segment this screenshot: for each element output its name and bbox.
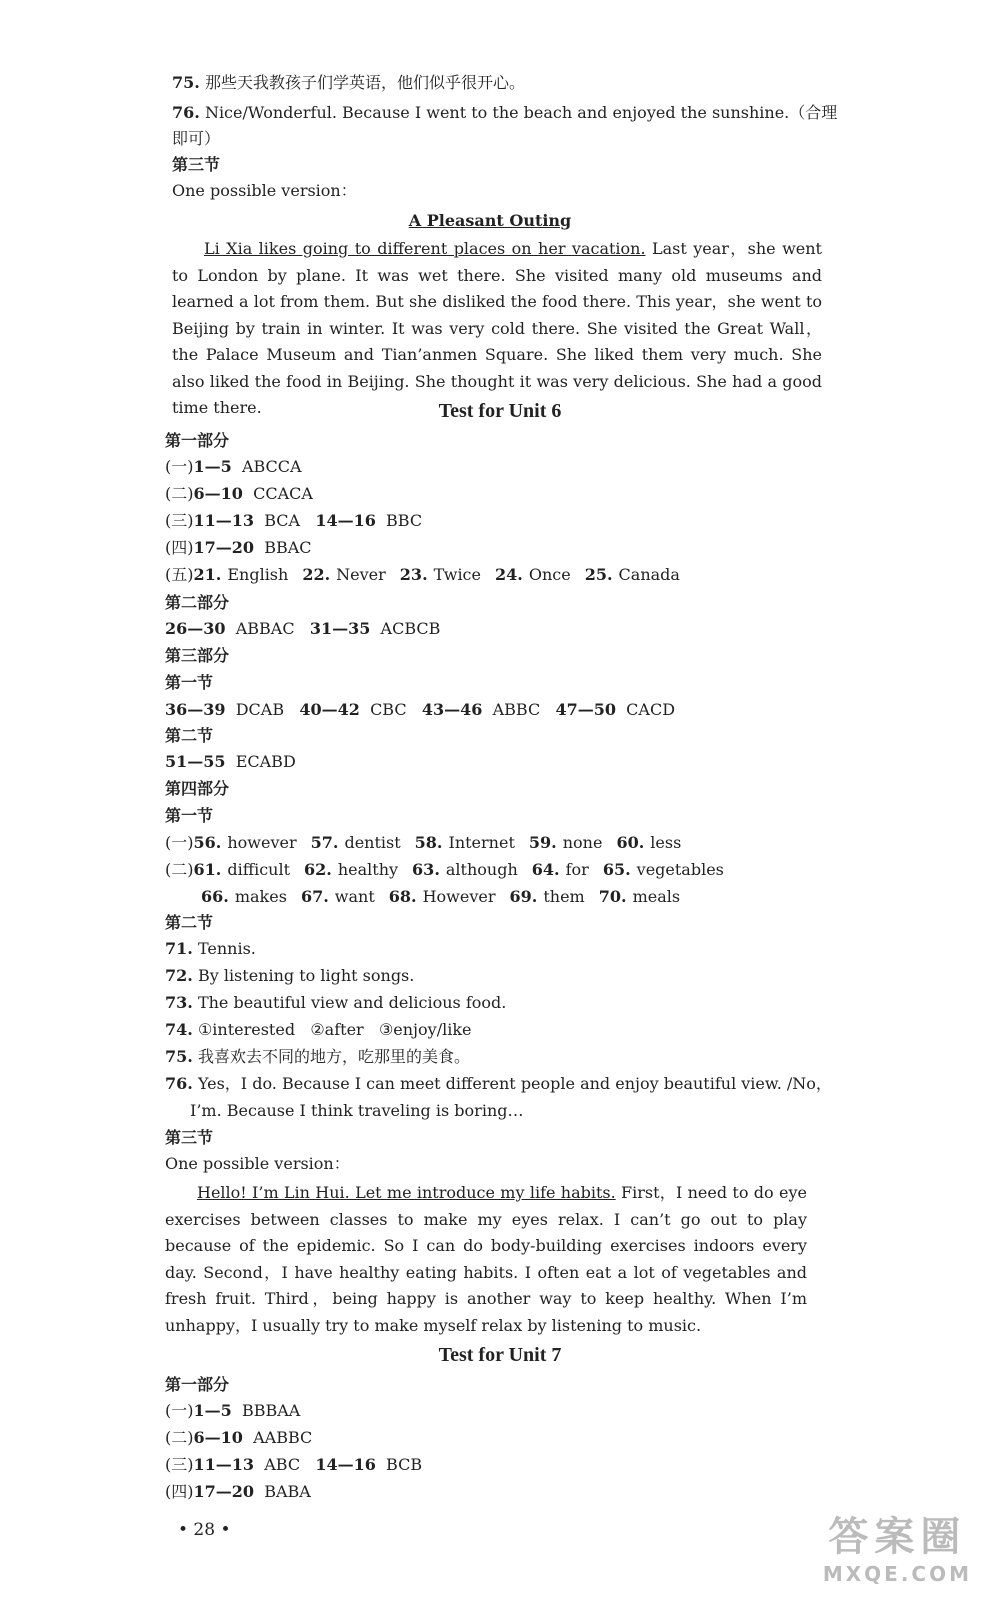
answer-row <box>165 1425 312 1451</box>
item-answer: although <box>445 860 518 879</box>
unit6-title: Test for Unit 6 <box>438 400 562 422</box>
essay-topic-sentence: Hello! I’m Lin Hui. Let me introduce my life habits. <box>197 1183 616 1202</box>
section-heading: 第三节 <box>172 155 221 174</box>
q76-line-cont: I’m. Because I think traveling is boring… <box>190 1101 524 1120</box>
row-prefix: (二) <box>165 1428 194 1447</box>
unit6-part4-heading: 第四部分 <box>165 779 230 798</box>
item-number: 57. <box>310 833 339 852</box>
section-heading: 第二节 <box>165 726 214 745</box>
page-number: • 28 • <box>178 1520 231 1540</box>
answer-row <box>165 616 440 642</box>
unit6-part1-heading: 第一部分 <box>165 431 230 450</box>
q76-number: 76. <box>172 103 200 122</box>
item-range: 14—16 <box>315 1455 376 1474</box>
section-heading: 第一节 <box>165 673 214 692</box>
item-number: 23. <box>399 565 428 584</box>
answer-row <box>165 857 738 883</box>
q76-text-cont: 即可） <box>172 129 221 148</box>
item-range: 47—50 <box>555 700 616 719</box>
q71-line <box>165 936 256 962</box>
row-prefix: (四) <box>165 1482 194 1501</box>
item-answer: Yes，I do. Because I can meet different people and enjoy beautiful view. /No， <box>197 1074 832 1093</box>
item-number: 60. <box>616 833 645 852</box>
item-number: 25. <box>584 565 613 584</box>
answers: ECABD <box>235 752 296 771</box>
item-range: 26—30 <box>165 619 226 638</box>
answers: CACD <box>626 700 676 719</box>
answer-row <box>165 535 312 561</box>
essay-paragraph <box>172 236 822 422</box>
item-range: 40—42 <box>299 700 360 719</box>
item-answer: The beautiful view and delicious food. <box>197 993 507 1012</box>
answers: BABA <box>264 1482 311 1501</box>
answers: BCA <box>264 511 301 530</box>
answer-row <box>165 749 296 775</box>
item-answer: English <box>227 565 289 584</box>
item-range: 31—35 <box>309 619 371 638</box>
item-answer: However <box>422 887 496 906</box>
item-answer: Internet <box>448 833 515 852</box>
item-range: 36—39 <box>165 700 226 719</box>
q76-line-unit6 <box>165 1071 832 1097</box>
q76-line <box>172 100 837 126</box>
row-prefix: (五) <box>165 565 194 584</box>
item-number: 64. <box>531 860 560 879</box>
essay-title: A Pleasant Outing <box>408 211 572 230</box>
item-answer: them <box>543 887 585 906</box>
item-number: 58. <box>414 833 443 852</box>
item-answer: 我喜欢去不同的地方，吃那里的美食。 <box>197 1047 470 1066</box>
item-number: 76. <box>165 1074 193 1093</box>
item-answer: for <box>565 860 589 879</box>
item-number: 74. <box>165 1020 193 1039</box>
item-number: 71. <box>165 939 193 958</box>
item-answer: difficult <box>227 860 290 879</box>
item-answer: Once <box>528 565 571 584</box>
item-number: 65. <box>602 860 631 879</box>
row-prefix: (三) <box>165 1455 194 1474</box>
q75-text: 那些天我教孩子们学英语，他们似乎很开心。 <box>204 73 525 92</box>
section-heading: 第一节 <box>165 806 214 825</box>
watermark-logo <box>823 1505 972 1586</box>
watermark-url: MXQE.COM <box>822 1562 972 1586</box>
answers: CBC <box>370 700 407 719</box>
item-range: 6—10 <box>193 484 243 503</box>
item-answer: none <box>562 833 603 852</box>
answer-row <box>165 830 695 856</box>
item-answer: ①interested ②after ③enjoy/like <box>197 1020 472 1039</box>
essay-topic-sentence: Li Xia likes going to different places on her vacation. <box>204 239 646 258</box>
item-answer: Tennis. <box>197 939 256 958</box>
item-number: 59. <box>528 833 557 852</box>
item-number: 21. <box>193 565 222 584</box>
row-prefix: (二) <box>165 484 194 503</box>
item-range: 14—16 <box>315 511 376 530</box>
answers: AABBC <box>253 1428 313 1447</box>
item-number: 72. <box>165 966 193 985</box>
item-answer: dentist <box>344 833 401 852</box>
answers: ABC <box>264 1455 301 1474</box>
answers: DCAB <box>235 700 285 719</box>
item-answer: By listening to light songs. <box>197 966 415 985</box>
item-number: 68. <box>388 887 417 906</box>
answer-row <box>165 508 422 534</box>
answer-row <box>165 454 302 480</box>
q75-line-unit6 <box>165 1044 470 1070</box>
item-number: 75. <box>165 1047 193 1066</box>
answer-row <box>165 1452 422 1478</box>
section-heading: 第二节 <box>165 913 214 932</box>
item-number: 67. <box>300 887 329 906</box>
answers: CCACA <box>253 484 313 503</box>
section-heading: 第三节 <box>165 1128 214 1147</box>
q74-line <box>165 1017 471 1043</box>
item-answer: makes <box>234 887 287 906</box>
q76-text: Nice/Wonderful. Because I went to the beach and enjoyed the sunshine.（合理 <box>204 103 838 122</box>
unit6-part3-heading: 第三部分 <box>165 646 230 665</box>
row-prefix: (一) <box>165 457 194 476</box>
watermark-text: 答案圈 <box>828 1514 967 1560</box>
answer-row <box>201 884 694 910</box>
row-prefix: (四) <box>165 538 194 557</box>
row-prefix: (二) <box>165 860 194 879</box>
item-number: 22. <box>302 565 331 584</box>
item-answer: Never <box>336 565 386 584</box>
row-prefix: (一) <box>165 833 194 852</box>
answer-row <box>165 1479 311 1505</box>
answer-row <box>165 1398 300 1424</box>
item-range: 6—10 <box>193 1428 243 1447</box>
possible-version-label: One possible version： <box>172 181 357 200</box>
answer-row <box>165 481 313 507</box>
item-range: 11—13 <box>193 1455 255 1474</box>
answers: BBC <box>386 511 423 530</box>
item-answer: want <box>334 887 375 906</box>
answers: BBAC <box>264 538 312 557</box>
item-range: 17—20 <box>193 1482 255 1501</box>
answers: ABCCA <box>241 457 302 476</box>
item-range: 43—46 <box>421 700 483 719</box>
answer-row <box>165 562 694 588</box>
item-answer: Twice <box>433 565 481 584</box>
item-number: 63. <box>412 860 440 879</box>
item-number: 61. <box>193 860 222 879</box>
answers: ABBAC <box>235 619 295 638</box>
answers: BBBAA <box>241 1401 301 1420</box>
item-number: 62. <box>304 860 332 879</box>
item-answer: Canada <box>618 565 680 584</box>
item-number: 69. <box>509 887 538 906</box>
q72-line <box>165 963 414 989</box>
essay-paragraph <box>165 1180 807 1339</box>
answers: ACBCB <box>380 619 441 638</box>
item-number: 70. <box>598 887 627 906</box>
row-prefix: (三) <box>165 511 194 530</box>
unit6-part2-heading: 第二部分 <box>165 593 230 612</box>
essay-body: First，I need to do eye exercises between classes to make my eyes relax. I can’t go out to play because of the epidemic. So I can do body-building exercises indoors every day. Second，I have healthy eating habits. I often eat a lot of vegetables and fresh fruit. Third，being happy is another way to keep healthy. When I’m unhappy，I usually try to make myself relax by listening to music. <box>165 1183 807 1335</box>
item-number: 73. <box>165 993 193 1012</box>
item-number: 24. <box>494 565 523 584</box>
row-prefix: (一) <box>165 1401 194 1420</box>
item-number: 56. <box>193 833 222 852</box>
unit7-title: Test for Unit 7 <box>438 1344 562 1366</box>
item-number: 66. <box>201 887 229 906</box>
item-answer: meals <box>632 887 681 906</box>
item-range: 17—20 <box>193 538 255 557</box>
item-answer: vegetables <box>636 860 724 879</box>
q73-line <box>165 990 506 1016</box>
q75-number: 75. <box>172 73 200 92</box>
item-answer: less <box>650 833 682 852</box>
unit7-part1-heading: 第一部分 <box>165 1375 230 1394</box>
answer-row <box>165 697 675 723</box>
possible-version-label: One possible version： <box>165 1154 350 1173</box>
answers: BCB <box>386 1455 423 1474</box>
essay-body: Last year，she went to London by plane. It was wet there. She visited many old museums and learned a lot from them. But she disliked the food there. This year，she went to Beijing by train in winter. It was very cold there. She visited the Great Wall，the Palace Museum and Tian’anmen Square. She liked them very much. She also liked the food in Beijing. She thought it was very delicious. She had a good time there. <box>172 239 822 417</box>
item-range: 1—5 <box>193 457 232 476</box>
item-answer: healthy <box>337 860 399 879</box>
item-range: 51—55 <box>165 752 226 771</box>
item-range: 1—5 <box>193 1401 232 1420</box>
item-range: 11—13 <box>193 511 255 530</box>
q75-line <box>172 70 525 96</box>
item-answer: however <box>227 833 297 852</box>
answers: ABBC <box>492 700 541 719</box>
